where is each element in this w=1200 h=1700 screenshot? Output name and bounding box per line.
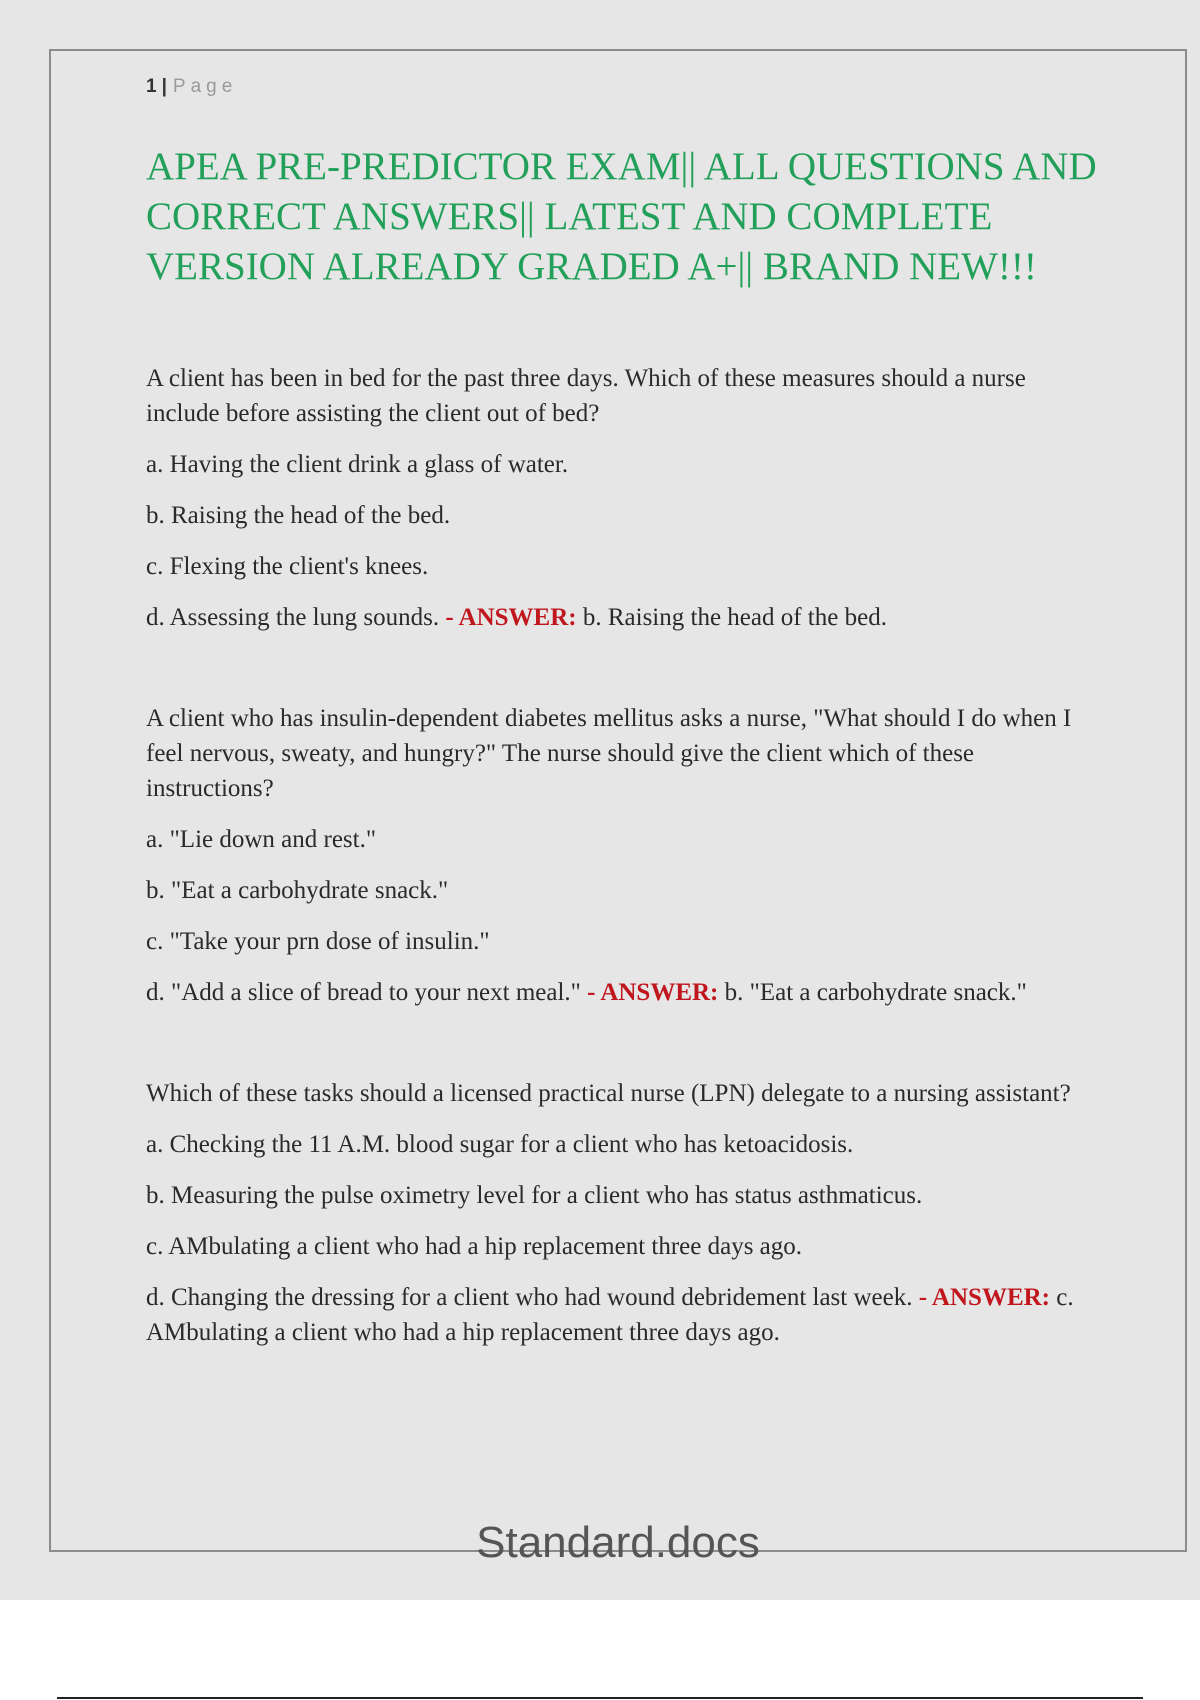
- question-1-answer-label: - ANSWER:: [445, 604, 577, 631]
- question-3-option-d-with-answer: [146, 1280, 1086, 1350]
- question-2-stem: A client who has insulin-dependent diabetes mellitus asks a nurse, "What should I do when I feel nervous, sweaty, and hungry?" The nurse should give the client which of these instructions?: [146, 705, 1072, 802]
- question-3-answer: c. AMbulating a client who had a hip replacement three days ago.: [146, 1284, 1074, 1346]
- question-1-answer: b. Raising the head of the bed.: [582, 604, 887, 631]
- question-2-answer-label: - ANSWER:: [587, 979, 719, 1006]
- question-1-option-b: b. Raising the head of the bed.: [146, 502, 451, 529]
- question-2-option-d: d. "Add a slice of bread to your next meal.": [146, 979, 581, 1006]
- question-3-answer-label: - ANSWER:: [918, 1284, 1050, 1311]
- question-2-option-d-with-answer: [146, 975, 1086, 1010]
- question-1-stem: A client has been in bed for the past three days. Which of these measures should a nurse include before assisting the client out of bed?: [146, 365, 1026, 427]
- question-1: [146, 361, 1086, 635]
- question-3-option-c: c. AMbulating a client who had a hip replacement three days ago.: [146, 1233, 803, 1260]
- question-2-option-a: a. "Lie down and rest.": [146, 826, 377, 853]
- question-3-option-a: a. Checking the 11 A.M. blood sugar for a client who has ketoacidosis.: [146, 1131, 854, 1158]
- bottom-divider: [57, 1697, 1143, 1699]
- question-2-option-c: c. "Take your prn dose of insulin.": [146, 928, 490, 955]
- page-number-label: Page: [172, 76, 238, 97]
- document-title: APEA PRE-PREDICTOR EXAM|| ALL QUESTIONS AND CORRECT ANSWERS|| LATEST AND COMPLETE VERSION ALREADY GRADED A+|| BRAND NEW!!!: [146, 145, 1097, 288]
- page-number-value: 1: [146, 76, 158, 97]
- question-2-answer: b. "Eat a carbohydrate snack.": [724, 979, 1027, 1006]
- question-1-option-c: c. Flexing the client's knees.: [146, 553, 429, 580]
- question-2: [146, 701, 1086, 1010]
- document-body: [146, 361, 1086, 1350]
- page-number-separator: |: [161, 76, 168, 97]
- question-1-option-d: d. Assessing the lung sounds.: [146, 604, 440, 631]
- question-3-option-b: b. Measuring the pulse oximetry level for a client who has status asthmaticus.: [146, 1182, 923, 1209]
- question-1-option-a: a. Having the client drink a glass of water.: [146, 451, 569, 478]
- question-1-option-d-with-answer: [146, 600, 1086, 635]
- question-3-option-d: d. Changing the dressing for a client who had wound debridement last week.: [146, 1284, 913, 1311]
- question-3-stem: Which of these tasks should a licensed practical nurse (LPN) delegate to a nursing assistant?: [146, 1080, 1071, 1107]
- question-3: [146, 1076, 1086, 1350]
- question-2-option-b: b. "Eat a carbohydrate snack.": [146, 877, 449, 904]
- page-number: [146, 76, 237, 98]
- watermark-logo: Standard.docs: [476, 1518, 760, 1567]
